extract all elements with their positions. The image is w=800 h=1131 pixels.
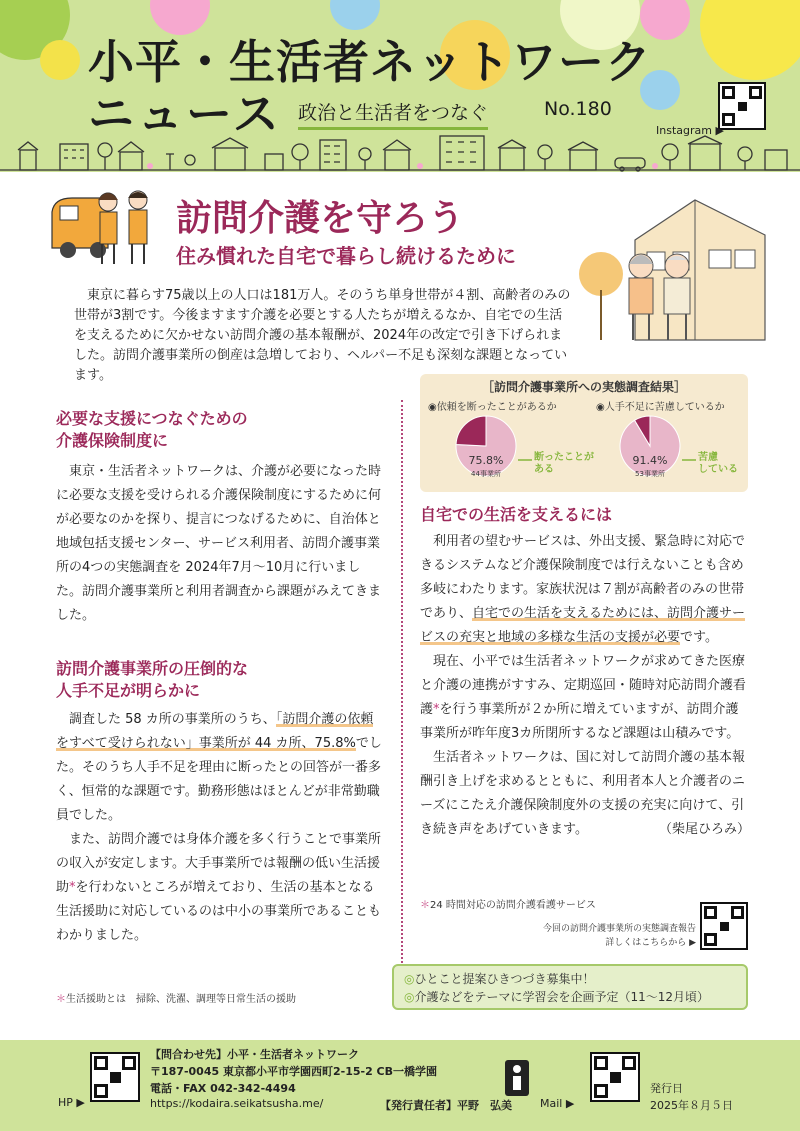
text-span: 現在、小平では生活者ネットワークが求めてきた医療と介護の連携がすすみ、定期巡回・随時対応訪問介護看護 — [420, 654, 746, 717]
highlighted-text: 「訪問介護の依頼をすべて受けられない」事業所が 44 カ所、75.8% — [56, 712, 374, 751]
section-body-home-life — [420, 530, 750, 842]
contact-label: 【問合わせ先】小平・生活者ネットワーク — [150, 1048, 359, 1061]
mail-qr-code[interactable] — [590, 1052, 640, 1102]
survey-question-1: ◉依頼を断ったことがあるか — [428, 402, 557, 413]
pie-2-value: 91.4% — [632, 454, 668, 467]
caregiver-van-illustration — [50, 178, 160, 268]
paragraph — [420, 530, 750, 650]
issue-date-label: 発行日 — [650, 1082, 683, 1095]
pie-1-note-line2: ある — [534, 464, 554, 475]
notice-text: ひとこと提案ひきつづき募集中！ — [414, 972, 595, 986]
section-heading-home-life: 自宅での生活を支えるには — [420, 505, 613, 524]
footnote-mark: * — [433, 702, 440, 717]
issue-number: No.180 — [544, 98, 612, 120]
text-span: 調査した 58 カ所の事業所のうち、 — [69, 712, 276, 727]
section-heading-line: 必要な支援につなぐための — [56, 409, 248, 428]
pie-slice — [456, 416, 486, 446]
notice-line-2 — [404, 988, 736, 1006]
notice-text: 介護などをテーマに学習会を企画予定（11〜12月頃） — [414, 990, 710, 1004]
pie-1-value: 75.8% — [468, 454, 504, 467]
house-elderly-couple-illustration — [575, 180, 790, 345]
paragraph — [56, 828, 384, 948]
pie-1-count: 44事業所 — [471, 470, 501, 478]
pie-1-note-line1: 断ったことが — [534, 452, 594, 463]
section-heading-line: 訪問介護事業所の圧倒的な — [56, 659, 249, 678]
mail-label[interactable]: Mail ▶ — [540, 1097, 575, 1110]
column-divider — [401, 400, 403, 995]
notice-box — [392, 964, 748, 1010]
survey-question-2: ◉人手不足に苦慮しているか — [596, 402, 725, 413]
report-link-line1: 今回の訪問介護事業所の実態調査報告 — [542, 924, 696, 934]
bullet-icon: ◎ — [404, 972, 415, 986]
text-span: 生活者ネットワークは、国に対して訪問介護の基本報酬引き上げを求めるとともに、利用者本人と介護者のニーズにこたえ介護保険制度外の支援の充実に向けて、引き続き声をあげていきます。 — [420, 750, 746, 837]
contact-address: 〒187-0045 東京都小平市学園西町2-15-2 CB一橋学園 — [150, 1065, 438, 1078]
footnote-living-support — [56, 990, 296, 1005]
townscape-illustration — [0, 132, 800, 172]
survey-title: ［訪問介護事業所への実態調査結果］ — [481, 380, 686, 394]
hp-label[interactable]: HP ▶ — [58, 1096, 85, 1109]
text-span: を行う事業所が２か所に増えていますが、訪問介護事業所が昨年度3カ所閉所するなど課題は山積みです。 — [420, 702, 740, 741]
paragraph — [56, 708, 384, 828]
author-name: （柴尾ひろみ） — [658, 822, 750, 837]
website-qr-code[interactable] — [90, 1052, 140, 1102]
section-heading-line: 人手不足が明らかに — [56, 681, 201, 700]
contact-phone: 電話・FAX 042-342-4494 — [150, 1082, 296, 1095]
instagram-label[interactable]: Instagram ▶ — [656, 124, 724, 137]
text-span: また、訪問介護では身体介護を多く行うことで事業所の収入が安定します。大手事業所では報酬の低い生活援助 — [56, 832, 382, 895]
text-span: 利用者の望むサービスは、外出支援、緊急時に対応できるシステムなど介護保険制度では行えないことも含め多岐にわたります。家族状況は７割が高齢者のみの世帯であり、 — [420, 534, 746, 621]
masthead-title: 小平・生活者ネットワーク — [88, 35, 652, 89]
report-link-line2[interactable]: 詳しくはこちらから ▶ — [605, 938, 696, 948]
masthead-subtitle: ニュース — [88, 87, 282, 141]
article-intro: 東京に暮らす75歳以上の人口は181万人。そのうち単身世帯が４割、高齢者のみの世帯が3割です。今後ますます介護を必要とする人たちが増えるなか、自宅での生活を支えるために欠かせない訪問介護の基本報酬が、2024年の改定で引き下げられました。訪問介護事業所の倒産は急増しており、ヘルパー不足も深刻な課題となっています。 — [74, 288, 571, 383]
article-subheadline: 住み慣れた自宅で暮らし続けるために — [176, 244, 516, 268]
pie-2-note-line1: 苦慮 — [698, 452, 718, 463]
footnote-mark: ＊ — [56, 994, 66, 1005]
footnote-text: 生活援助とは 掃除、洗濯、調理等日常生活の援助 — [66, 994, 296, 1005]
pie-1-note — [534, 452, 594, 476]
survey-results-box — [420, 374, 748, 492]
instagram-qr-code[interactable] — [718, 82, 766, 130]
pie-2-note — [698, 452, 738, 476]
text-span: です。 — [680, 630, 718, 645]
decor-dot — [40, 40, 80, 80]
footnote-home-nursing — [420, 896, 596, 911]
masthead — [0, 0, 800, 172]
section-heading-insurance — [56, 408, 248, 452]
highlighted-text: 自宅での生活を支えるためには、訪問介護サービスの充実と地域の多様な生活の支援が必要 — [420, 606, 746, 645]
report-link[interactable] — [496, 922, 696, 950]
section-heading-staff-shortage — [56, 658, 248, 702]
pie-2-leader-line — [682, 458, 696, 462]
notice-line-1 — [404, 970, 736, 988]
section-body-insurance — [56, 460, 384, 628]
footnote-mark: ＊ — [420, 900, 430, 911]
website-url[interactable]: https://kodaira.seikatsusha.me/ — [150, 1097, 324, 1110]
network-logo-icon — [503, 1058, 531, 1098]
footnote-mark: * — [69, 880, 76, 895]
pie-2-count: 53事業所 — [635, 470, 665, 478]
bullet-icon: ◎ — [404, 990, 415, 1004]
paragraph: 東京・生活者ネットワークは、介護が必要になった時に必要な支援を受けられる介護保険制度にするために何が必要なのかを探り、提言につなげるために、自治体と地域包括支援センター、サービス利用者、訪問介護事業所の4つの実態調査を 2024年7月〜10月に行いました。訪問介護事業所と利用者調査から課題がみえてきました。 — [56, 464, 382, 623]
article-headline: 訪問介護を守ろう — [176, 197, 465, 239]
paragraph — [420, 746, 750, 842]
section-body-staff-shortage — [56, 708, 384, 948]
publisher-label: 【発行責任者】平野 弘美 — [380, 1099, 512, 1112]
decor-dot — [700, 0, 800, 80]
text-span: でした。そのうち人手不足を理由に断ったとの回答が一番多く、恒常的な課題です。勤務形態はほとんどが非常勤職員でした。 — [56, 736, 382, 823]
section-heading-line: 介護保険制度に — [56, 431, 169, 450]
text-span: を行わないところが増えており、生活の基本となる生活援助に対応しているのは中小の事業所であることもわかりました。 — [56, 880, 382, 943]
report-qr-code[interactable] — [700, 902, 748, 950]
masthead-tagline: 政治と生活者をつなぐ — [298, 98, 488, 130]
pie-1-leader-line — [518, 458, 532, 462]
paragraph — [420, 650, 750, 746]
issue-date: 2025年８月５日 — [650, 1099, 733, 1112]
footnote-text: 24 時間対応の訪問介護看護サービス — [430, 900, 596, 911]
pie-2-note-line2: している — [698, 464, 738, 475]
